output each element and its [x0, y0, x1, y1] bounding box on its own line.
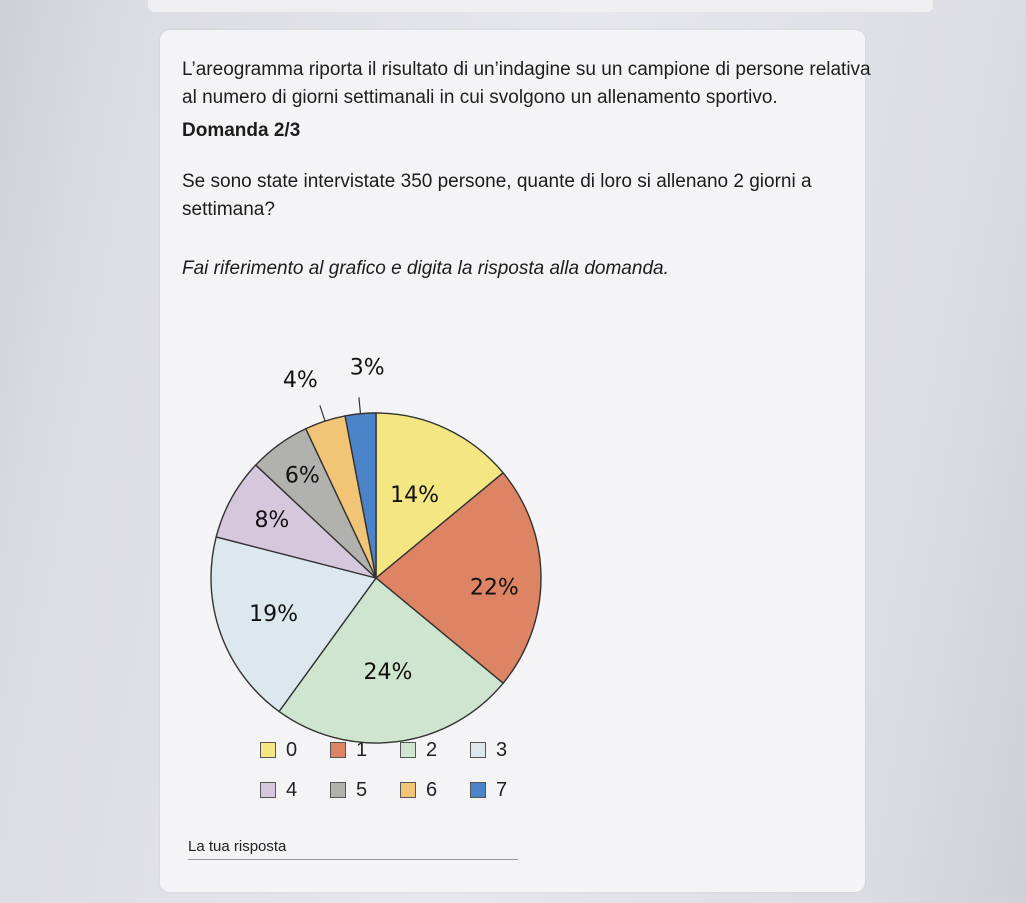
question-text: Se sono state intervistate 350 persone, quante di loro si allenano 2 giorni a settimana? — [182, 171, 812, 220]
top-strip — [148, 0, 933, 12]
legend-item-0 — [260, 739, 310, 762]
chart-legend — [260, 730, 520, 810]
pie-value-label-6: 4% — [282, 367, 318, 393]
pie-value-label-7: 3% — [349, 355, 385, 381]
answer-input[interactable] — [188, 857, 518, 860]
answer-label: La tua risposta — [188, 838, 287, 855]
legend-swatch-6 — [400, 782, 416, 798]
legend-label-7: 7 — [496, 778, 508, 801]
legend-swatch-4 — [260, 782, 276, 798]
pie-value-label-4: 8% — [254, 507, 290, 533]
legend-label-0: 0 — [286, 738, 298, 761]
pie-value-label-2: 24% — [363, 659, 413, 685]
question-card — [160, 30, 871, 892]
pie-value-label-5: 6% — [284, 463, 320, 489]
legend-item-5 — [330, 779, 380, 802]
pie-leader-line-6 — [320, 405, 325, 421]
pie-value-label-0: 14% — [390, 482, 440, 508]
question-title: Domanda 2/3 — [182, 120, 301, 141]
legend-label-5: 5 — [356, 778, 368, 801]
pie-leader-line-7 — [359, 397, 361, 413]
legend-swatch-5 — [330, 782, 346, 798]
legend-label-2: 2 — [426, 738, 438, 761]
legend-label-4: 4 — [286, 778, 298, 801]
legend-item-4 — [260, 779, 310, 802]
pie-chart — [200, 338, 560, 738]
pie-chart-svg — [200, 338, 560, 738]
pie-value-label-1: 22% — [469, 575, 519, 601]
question-hint: Fai riferimento al grafico e digita la risposta alla domanda. — [182, 258, 669, 279]
legend-swatch-0 — [260, 742, 276, 758]
legend-item-3 — [470, 739, 520, 762]
legend-swatch-2 — [400, 742, 416, 758]
legend-row — [260, 770, 520, 810]
legend-item-6 — [400, 779, 450, 802]
legend-label-3: 3 — [496, 738, 508, 761]
intro-text: L’areogramma riporta il risultato di un’indagine su un campione di persone relativa al numero di giorni settimanali in cui svolgono un allenamento sportivo. — [182, 59, 871, 108]
legend-row — [260, 730, 520, 770]
legend-item-1 — [330, 739, 380, 762]
legend-label-1: 1 — [356, 738, 368, 761]
legend-item-2 — [400, 739, 450, 762]
legend-swatch-1 — [330, 742, 346, 758]
legend-item-7 — [470, 779, 520, 802]
legend-swatch-3 — [470, 742, 486, 758]
pie-value-label-3: 19% — [249, 601, 298, 627]
legend-label-6: 6 — [426, 778, 438, 801]
legend-swatch-7 — [470, 782, 486, 798]
